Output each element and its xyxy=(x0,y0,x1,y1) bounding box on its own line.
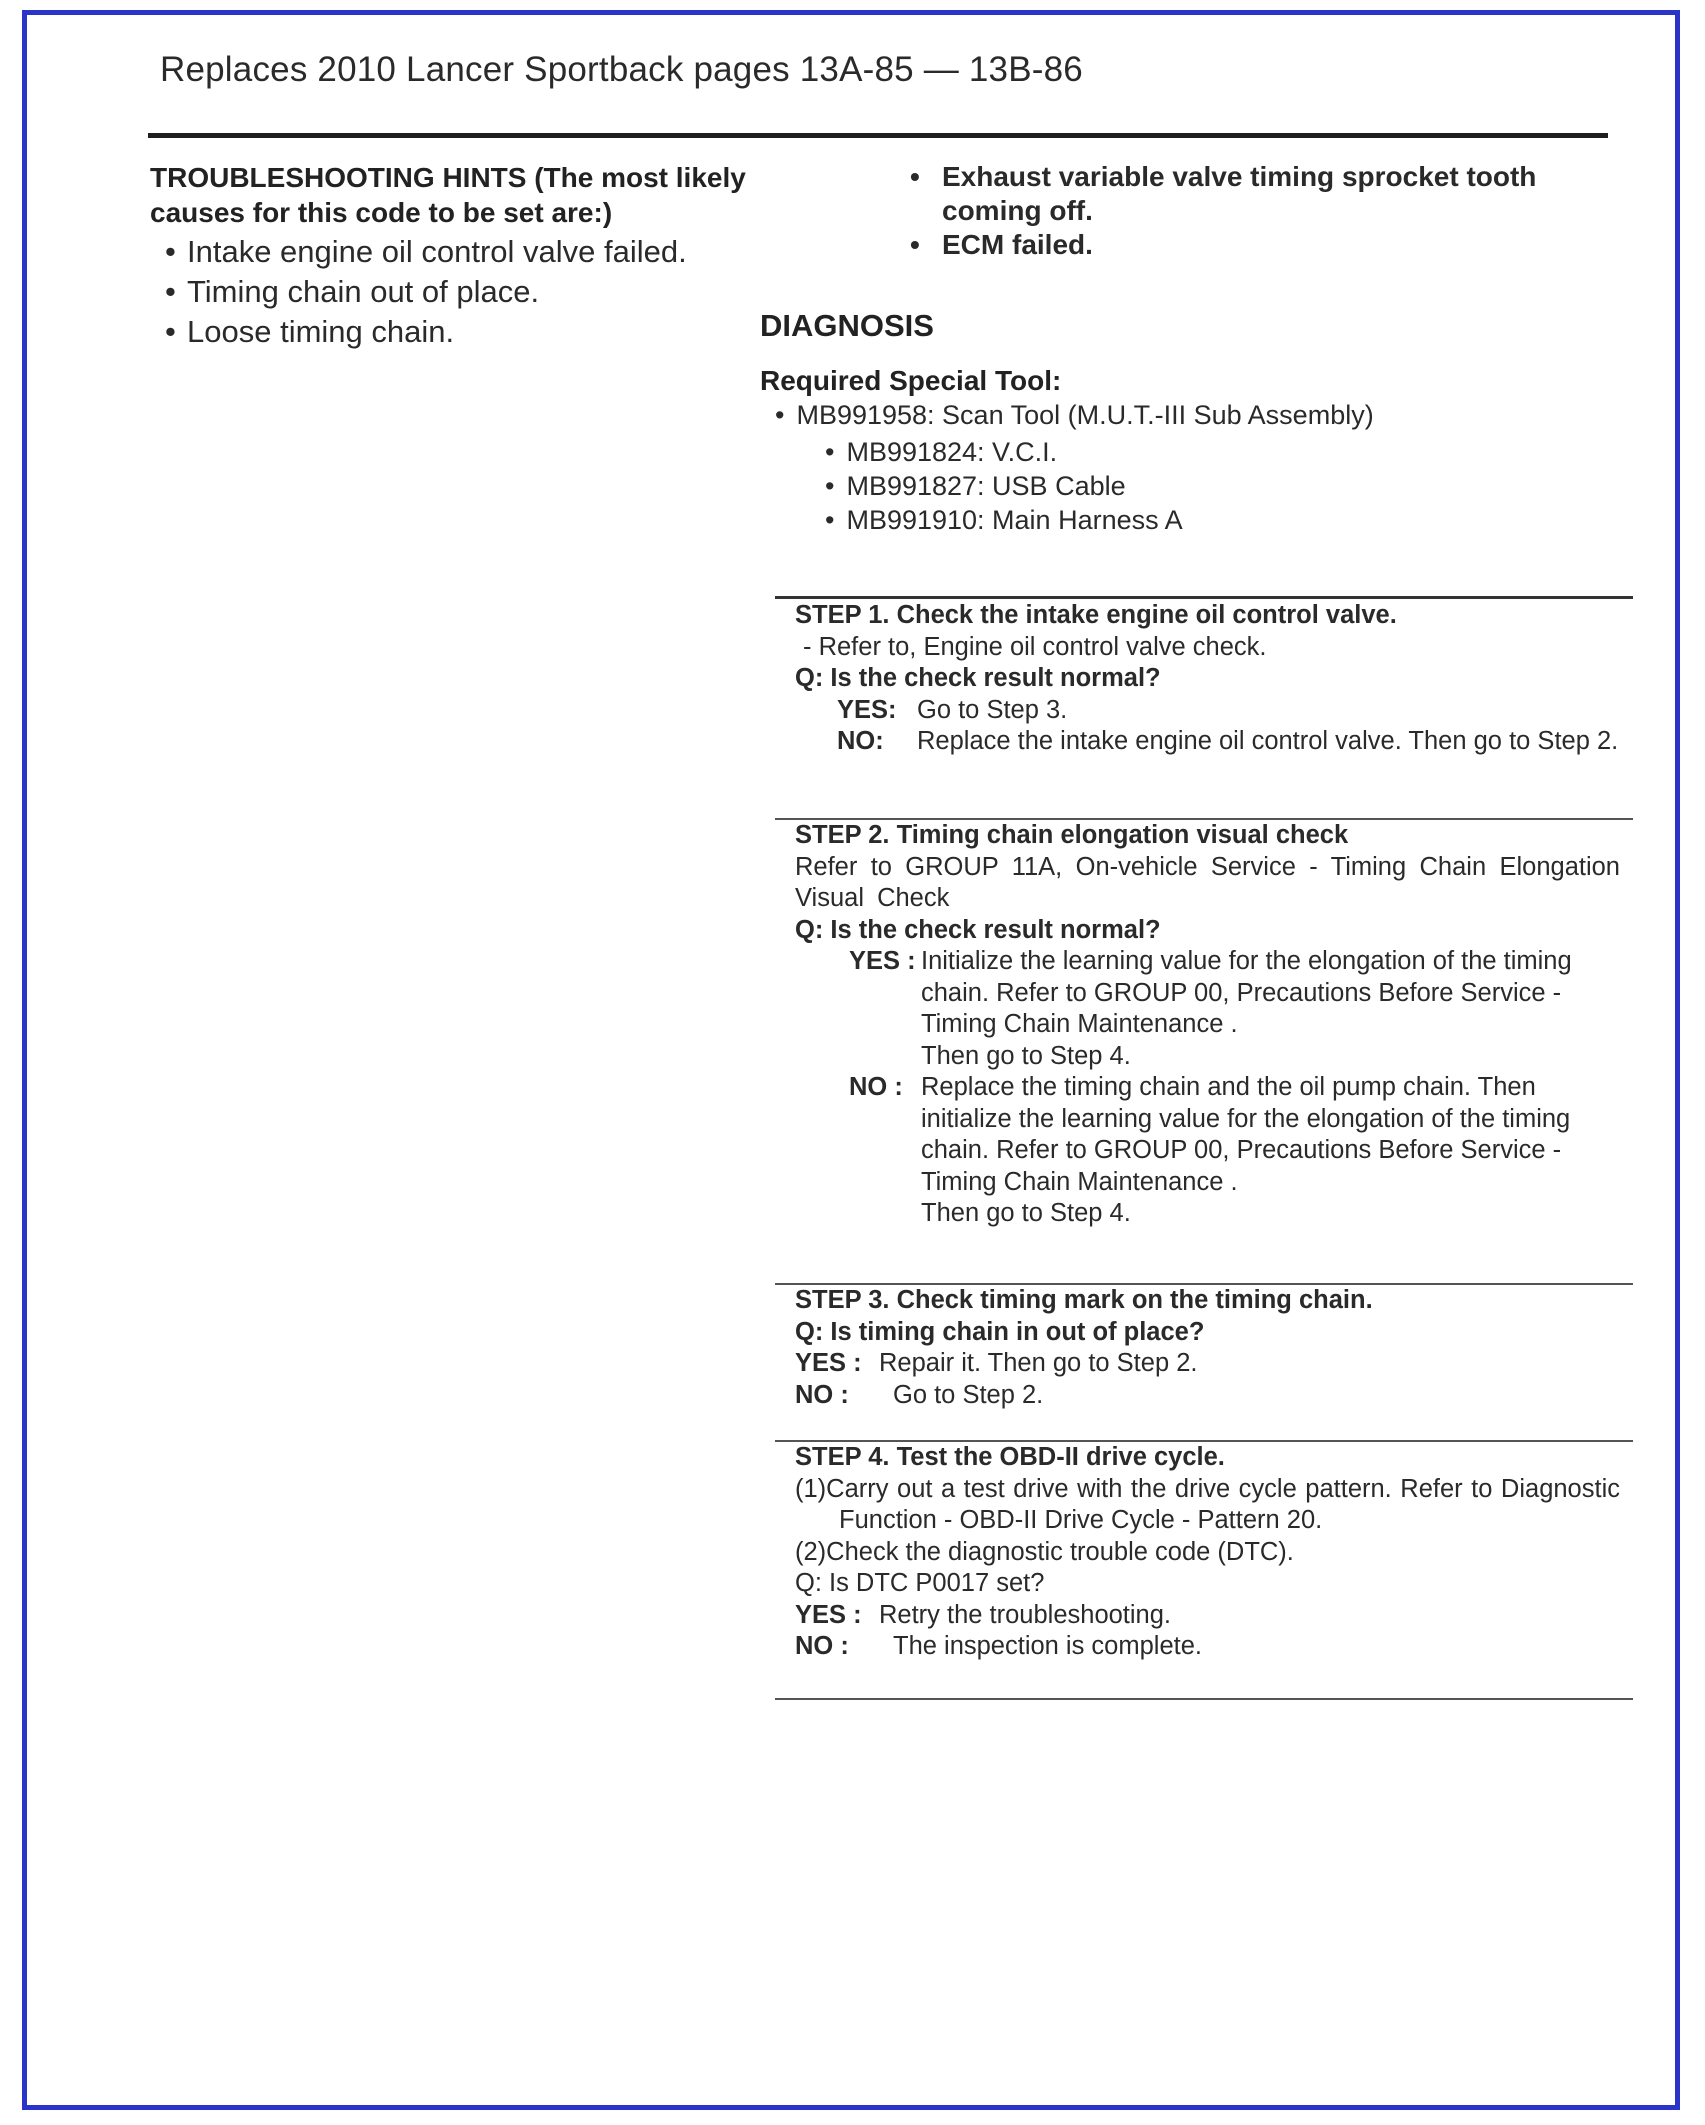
step-1-title: STEP 1. Check the intake engine oil control valve. xyxy=(795,601,1397,629)
step-3-question: Q: Is timing chain in out of place? xyxy=(795,1317,1205,1346)
hints-list-continued xyxy=(910,160,1610,262)
hint-item: • Loose timing chain. xyxy=(165,312,687,352)
hint-item: • ECM failed. xyxy=(910,228,1610,262)
special-tool-heading: Required Special Tool: xyxy=(760,365,1062,396)
step-4-title: STEP 4. Test the OBD-II drive cycle. xyxy=(795,1443,1225,1471)
yes-label: YES : xyxy=(795,1349,862,1377)
tool-sub-item: • MB991824: V.C.I. xyxy=(825,435,1183,469)
step-3-no xyxy=(795,1380,1620,1412)
step-3-title: STEP 3. Check timing mark on the timing chain. xyxy=(795,1286,1373,1314)
step-divider xyxy=(775,596,1633,599)
step-1-block xyxy=(795,600,1620,758)
header-divider xyxy=(148,133,1608,138)
yes-text: Retry the troubleshooting. xyxy=(879,1600,1172,1629)
no-then: Then go to Step 4. xyxy=(921,1199,1131,1227)
step-1-question: Q: Is the check result normal? xyxy=(795,664,1161,692)
diagnosis-heading: DIAGNOSIS xyxy=(760,308,934,343)
no-label: NO : xyxy=(849,1073,903,1101)
step-1-no xyxy=(795,726,1620,758)
no-label: NO: xyxy=(837,727,884,755)
step-3-block xyxy=(795,1285,1620,1411)
yes-label: YES : xyxy=(849,947,916,975)
no-text: The inspection is complete. xyxy=(893,1632,1202,1660)
step-3-yes xyxy=(795,1348,1620,1380)
step-divider xyxy=(775,1698,1633,1700)
no-text: Replace the intake engine oil control valve. Then go to Step 2. xyxy=(917,727,1619,755)
step-4-question: Q: Is DTC P0017 set? xyxy=(795,1569,1045,1597)
step-2-yes xyxy=(795,946,1620,1072)
step-1-reference: - Refer to, Engine oil control valve check. xyxy=(803,632,1267,661)
tool-sub-item: • MB991827: USB Cable xyxy=(825,469,1183,503)
troubleshooting-hints-heading: TROUBLESHOOTING HINTS (The most likely causes for this code to be set are:) xyxy=(150,162,746,228)
yes-label: YES: xyxy=(837,695,897,724)
yes-label: YES : xyxy=(795,1600,862,1629)
step-4-yes xyxy=(795,1600,1620,1632)
yes-then: Then go to Step 4. xyxy=(921,1041,1131,1070)
step-2-block xyxy=(795,820,1620,1230)
step-2-no xyxy=(795,1072,1620,1230)
yes-text: Initialize the learning value for the elongation of the timing chain. Refer to GROUP 00, Precautions Before Service - Timing Chain Maintenance . xyxy=(921,947,1572,1038)
no-label: NO : xyxy=(795,1632,849,1660)
scan-tool-sub-list xyxy=(825,435,1183,537)
scan-tool-item: • MB991958: Scan Tool (M.U.T.-III Sub Assembly) xyxy=(775,400,1374,431)
step-4-block xyxy=(795,1442,1620,1663)
step-2-question: Q: Is the check result normal? xyxy=(795,915,1161,944)
step-4-no xyxy=(795,1631,1620,1663)
step-1-yes xyxy=(795,695,1620,727)
hint-item: • Timing chain out of place. xyxy=(165,272,687,312)
page-header-title: Replaces 2010 Lancer Sportback pages 13A-85 — 13B-86 xyxy=(160,50,1083,89)
step-4-item-1: (1)Carry out a test drive with the drive cycle pattern. Refer to Diagnostic Function - OBD-II Drive Cycle - Pattern 20. xyxy=(795,1474,1620,1534)
step-4-item-2: (2)Check the diagnostic trouble code (DTC). xyxy=(795,1537,1294,1566)
yes-text: Go to Step 3. xyxy=(917,695,1068,724)
hint-item: • Intake engine oil control valve failed. xyxy=(165,232,687,272)
yes-text: Repair it. Then go to Step 2. xyxy=(879,1349,1198,1377)
no-text: Go to Step 2. xyxy=(893,1380,1044,1409)
step-2-reference: Refer to GROUP 11A, On-vehicle Service - Timing Chain Elongation Visual Check xyxy=(795,852,1620,912)
hints-list xyxy=(165,232,687,352)
no-text: Replace the timing chain and the oil pump chain. Then initialize the learning value for the elongation of the timing chain. Refer to GROUP 00, Precautions Before Service - Timing Chain Maintenance . xyxy=(921,1073,1571,1196)
tool-sub-item: • MB991910: Main Harness A xyxy=(825,503,1183,537)
no-label: NO : xyxy=(795,1380,849,1409)
hint-item: • Exhaust variable valve timing sprocket tooth coming off. xyxy=(910,160,1610,228)
step-2-title: STEP 2. Timing chain elongation visual check xyxy=(795,821,1349,849)
